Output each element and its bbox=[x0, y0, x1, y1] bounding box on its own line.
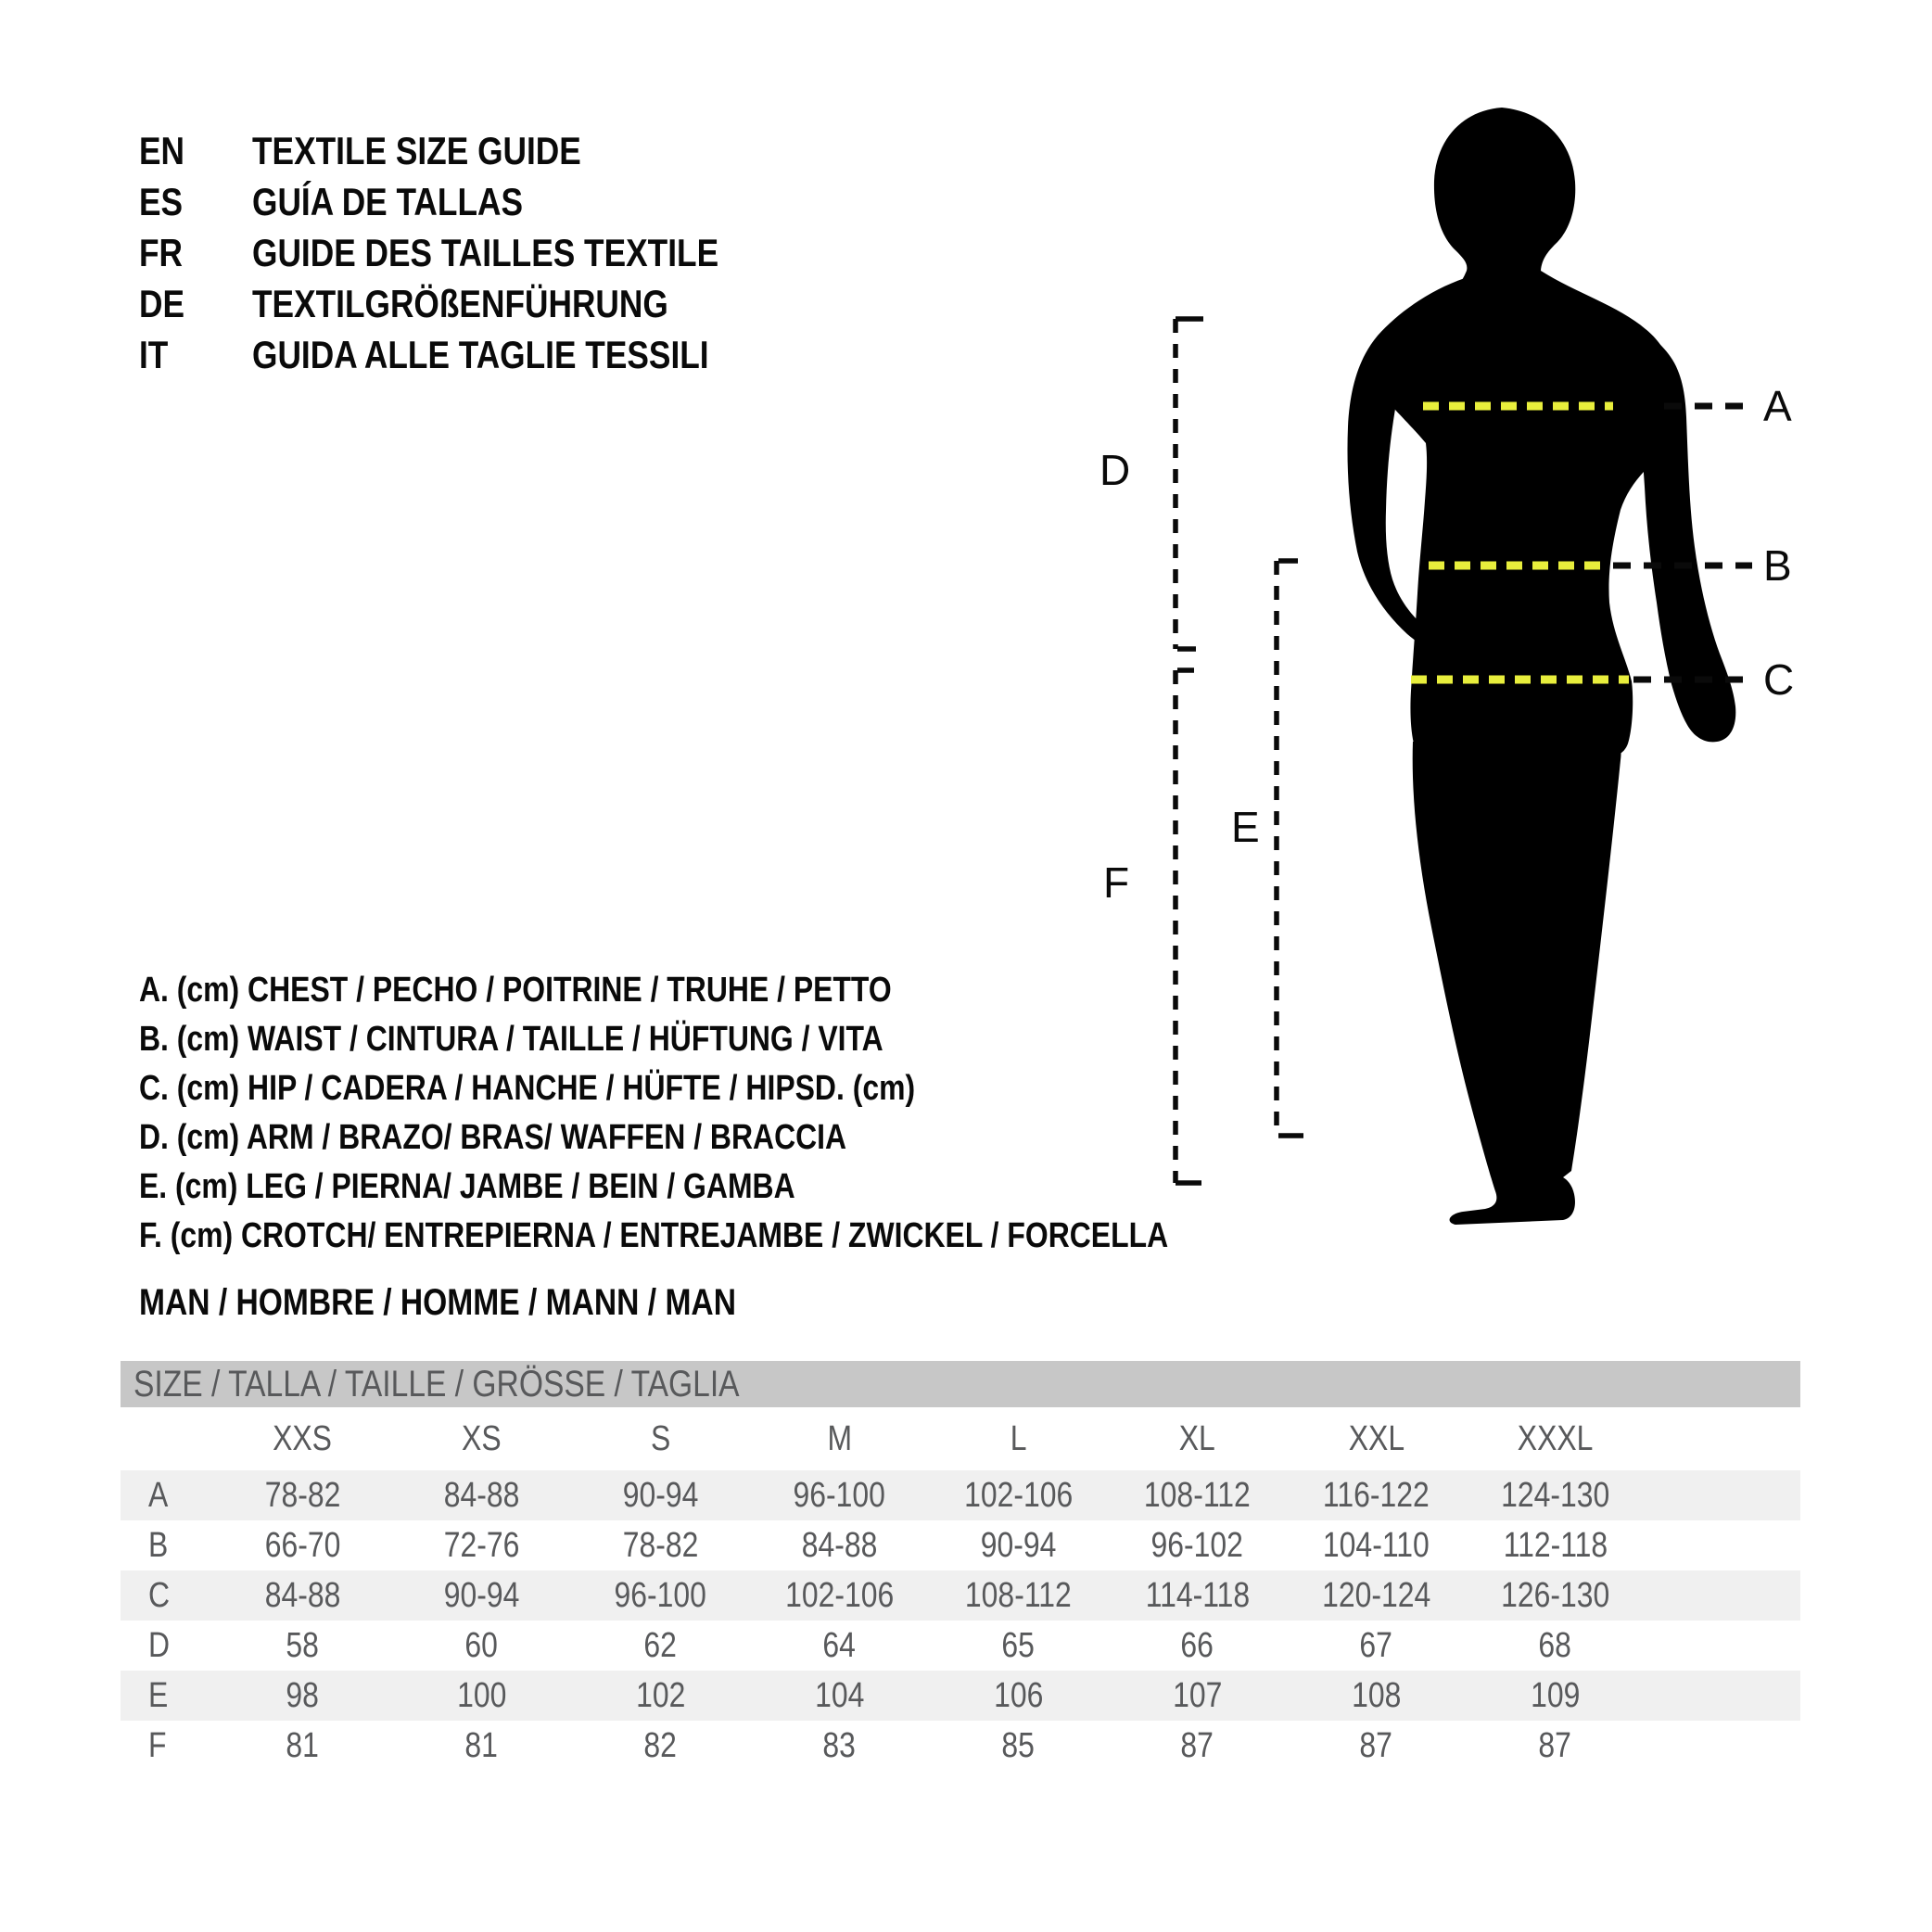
legend-line-c: C. (cm) HIP / CADERA / HANCHE / HÜFTE / HIPSD. (cm) bbox=[139, 1069, 916, 1108]
legend-line-f: F. (cm) CROTCH/ ENTREPIERNA / ENTREJAMBE / ZWICKEL / FORCELLA bbox=[139, 1216, 1169, 1255]
lang-row-es bbox=[139, 176, 807, 227]
cell-value: 108 bbox=[1351, 1675, 1402, 1715]
cell-value: 81 bbox=[286, 1725, 320, 1765]
table-row-f bbox=[121, 1721, 1800, 1771]
size-table-header-bar bbox=[121, 1361, 1800, 1407]
cell-value: 102-106 bbox=[784, 1575, 895, 1615]
cell-value: 104-110 bbox=[1323, 1525, 1430, 1565]
marker-d: D bbox=[1099, 446, 1131, 494]
cell-value: 72-76 bbox=[443, 1525, 520, 1565]
cell-value: 104 bbox=[814, 1675, 865, 1715]
cell-value: 98 bbox=[286, 1675, 320, 1715]
table-row-c bbox=[121, 1570, 1800, 1621]
lang-title: GUÍA DE TALLAS bbox=[252, 179, 524, 223]
cell-value: 102 bbox=[635, 1675, 686, 1715]
col-xxs: XXS bbox=[273, 1418, 333, 1458]
col-xl: XL bbox=[1178, 1418, 1216, 1458]
cell-value: 116-122 bbox=[1323, 1475, 1430, 1515]
row-label: F bbox=[148, 1725, 167, 1765]
cell-value: 67 bbox=[1359, 1625, 1393, 1665]
cell-value: 100 bbox=[456, 1675, 507, 1715]
lang-code: EN bbox=[139, 128, 185, 172]
man-measurement-diagram bbox=[1066, 93, 1826, 1316]
cell-value: 66 bbox=[1180, 1625, 1214, 1665]
cell-value: 107 bbox=[1172, 1675, 1223, 1715]
col-l: L bbox=[1010, 1418, 1027, 1458]
cell-value: 90-94 bbox=[443, 1575, 520, 1615]
cell-value: 120-124 bbox=[1321, 1575, 1431, 1615]
lang-row-en bbox=[139, 125, 807, 176]
cell-value: 83 bbox=[822, 1725, 857, 1765]
cell-value: 82 bbox=[643, 1725, 678, 1765]
row-label: B bbox=[148, 1525, 169, 1565]
lang-title: TEXTILE SIZE GUIDE bbox=[252, 128, 581, 172]
lang-row-de bbox=[139, 278, 807, 329]
size-table-title: SIZE / TALLA / TAILLE / GRÖSSE / TAGLIA bbox=[133, 1363, 740, 1405]
cell-value: 87 bbox=[1180, 1725, 1214, 1765]
lang-title: GUIDA ALLE TAGLIE TESSILI bbox=[252, 332, 709, 376]
man-silhouette-legs bbox=[1413, 742, 1621, 1225]
cell-value: 87 bbox=[1538, 1725, 1572, 1765]
marker-a: A bbox=[1763, 382, 1792, 430]
col-xxxl: XXXL bbox=[1517, 1418, 1594, 1458]
cell-value: 109 bbox=[1530, 1675, 1581, 1715]
cell-value: 65 bbox=[1001, 1625, 1036, 1665]
marker-b: B bbox=[1763, 541, 1792, 590]
col-m: M bbox=[827, 1418, 852, 1458]
cell-value: 64 bbox=[822, 1625, 857, 1665]
language-title-block bbox=[139, 125, 807, 380]
cell-value: 106 bbox=[993, 1675, 1044, 1715]
cell-value: 114-118 bbox=[1145, 1575, 1250, 1615]
cell-value: 90-94 bbox=[980, 1525, 1057, 1565]
cell-value: 85 bbox=[1001, 1725, 1036, 1765]
lang-code: DE bbox=[139, 281, 185, 325]
lang-code: FR bbox=[139, 230, 184, 274]
col-xs: XS bbox=[462, 1418, 502, 1458]
cell-value: 96-102 bbox=[1150, 1525, 1244, 1565]
table-row-a bbox=[121, 1470, 1800, 1520]
legend-line-a: A. (cm) CHEST / PECHO / POITRINE / TRUHE / PETTO bbox=[139, 971, 892, 1010]
legend-line-e: E. (cm) LEG / PIERNA/ JAMBE / BEIN / GAMBA bbox=[139, 1167, 795, 1206]
cell-value: 81 bbox=[464, 1725, 499, 1765]
table-row-b bbox=[121, 1520, 1800, 1570]
lang-code: ES bbox=[139, 179, 184, 223]
lang-title: GUIDE DES TAILLES TEXTILE bbox=[252, 230, 719, 274]
col-xxl: XXL bbox=[1348, 1418, 1405, 1458]
row-label: D bbox=[148, 1625, 171, 1665]
cell-value: 90-94 bbox=[622, 1475, 699, 1515]
man-silhouette-torso bbox=[1393, 108, 1681, 758]
cell-value: 96-100 bbox=[793, 1475, 886, 1515]
col-s: S bbox=[650, 1418, 671, 1458]
cell-value: 66-70 bbox=[264, 1525, 341, 1565]
cell-value: 96-100 bbox=[614, 1575, 707, 1615]
marker-f: F bbox=[1103, 858, 1130, 907]
table-row-e bbox=[121, 1671, 1800, 1721]
row-label: A bbox=[148, 1475, 169, 1515]
gender-heading: MAN / HOMBRE / HOMME / MANN / MAN bbox=[139, 1281, 736, 1323]
size-table bbox=[121, 1361, 1800, 1771]
table-row-d bbox=[121, 1621, 1800, 1671]
cell-value: 68 bbox=[1538, 1625, 1572, 1665]
cell-value: 126-130 bbox=[1500, 1575, 1610, 1615]
cell-value: 84-88 bbox=[264, 1575, 341, 1615]
legend-line-b: B. (cm) WAIST / CINTURA / TAILLE / HÜFTUNG / VITA bbox=[139, 1020, 883, 1059]
cell-value: 60 bbox=[464, 1625, 499, 1665]
cell-value: 102-106 bbox=[963, 1475, 1074, 1515]
cell-value: 124-130 bbox=[1500, 1475, 1610, 1515]
marker-c: C bbox=[1763, 655, 1795, 704]
cell-value: 84-88 bbox=[443, 1475, 520, 1515]
cell-value: 112-118 bbox=[1503, 1525, 1608, 1565]
cell-value: 87 bbox=[1359, 1725, 1393, 1765]
lang-code: IT bbox=[139, 332, 169, 376]
lang-row-it bbox=[139, 329, 807, 380]
lang-title: TEXTILGRÖßENFÜHRUNG bbox=[252, 281, 668, 325]
cell-value: 62 bbox=[643, 1625, 678, 1665]
row-label: C bbox=[148, 1575, 171, 1615]
cell-value: 108-112 bbox=[1144, 1475, 1251, 1515]
size-column-header-row bbox=[121, 1407, 1800, 1470]
cell-value: 78-82 bbox=[264, 1475, 341, 1515]
row-label: E bbox=[148, 1675, 169, 1715]
cell-value: 58 bbox=[286, 1625, 320, 1665]
marker-e: E bbox=[1231, 803, 1260, 851]
cell-value: 78-82 bbox=[622, 1525, 699, 1565]
cell-value: 84-88 bbox=[801, 1525, 878, 1565]
legend-line-d: D. (cm) ARM / BRAZO/ BRAS/ WAFFEN / BRACCIA bbox=[139, 1118, 847, 1157]
cell-value: 108-112 bbox=[965, 1575, 1072, 1615]
lang-row-fr bbox=[139, 227, 807, 278]
